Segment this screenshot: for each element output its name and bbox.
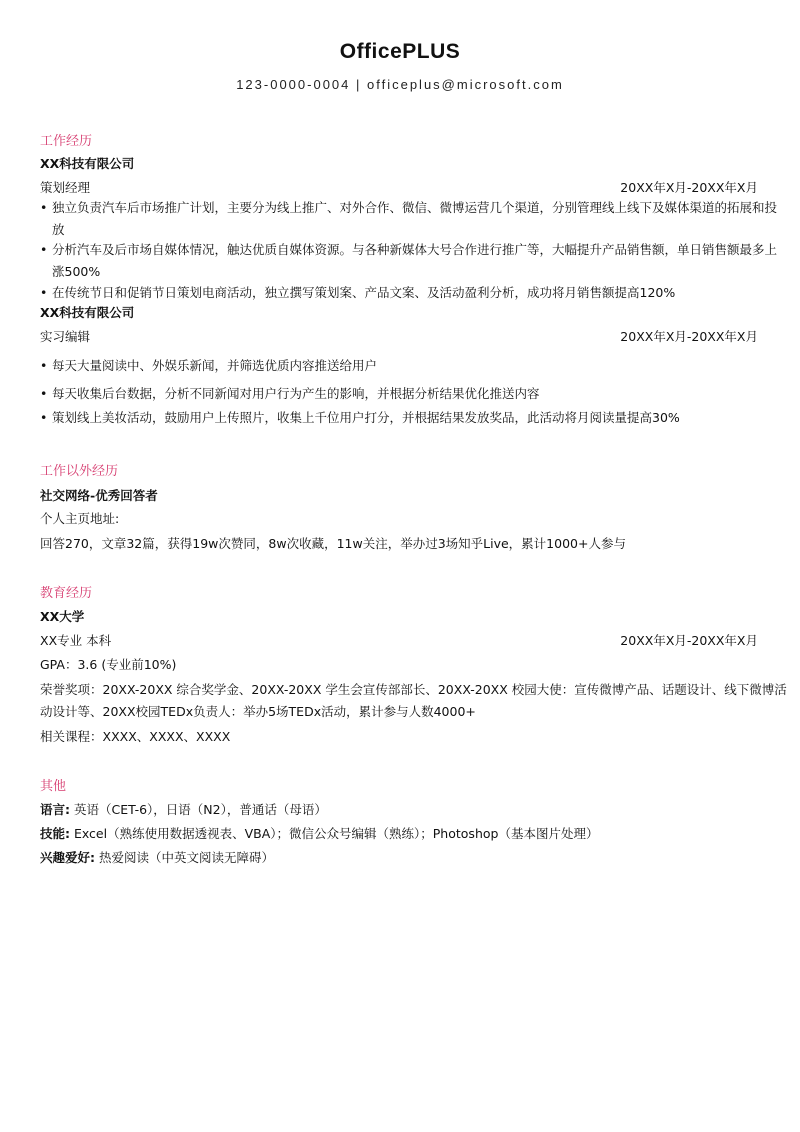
honors-line: 荣誉奖项：20XX-20XX 综合奖学金、20XX-20XX 学生会宣传部部长、20XX-20XX 校园大使：宣传微博产品、话题设计、线下微博活 [40, 682, 787, 697]
honors-line-continuation: 动设计等、20XX校园TEDx负责人：举办5场TEDx活动，累计参与人数4000+ [40, 704, 476, 719]
job-dates: 20XX年X月-20XX年X月 [620, 180, 758, 195]
skills-line [40, 824, 598, 842]
list-item-continuation: 涨500% [52, 264, 101, 279]
experience-stats: 回答270，文章32篇，获得19w次赞同，8w次收藏，11w关注，举办过3场知乎Live，累计1000+人参与 [40, 536, 626, 551]
bullet-icon: • [40, 200, 48, 215]
section-title-work: 工作经历 [40, 134, 93, 149]
section-title-misc: 其他 [40, 779, 67, 794]
contact-info: 123-0000-0004 | officeplus@microsoft.com [236, 77, 564, 92]
bullet-icon: • [40, 285, 48, 300]
job-role: 实习编辑 [40, 329, 91, 344]
experience-title: 社交网络-优秀回答者 [40, 488, 158, 503]
languages-line [40, 800, 327, 818]
bullet-icon: • [40, 386, 48, 401]
list-item: • 分析汽车及后市场自媒体情况，触达优质自媒体资源。与各种新媒体大号合作进行推广等，大幅提升产品销售额，单日销售额最多上 [40, 242, 778, 257]
company-name: XX科技有限公司 [40, 305, 135, 320]
section-title-education: 教育经历 [40, 586, 93, 601]
skills-value: Excel（熟练使用数据透视表、VBA）；微信公众号编辑（熟练）；Photoshop（基本图片处理） [73, 826, 599, 841]
skills-label: 技能: [40, 826, 70, 841]
candidate-name: OfficePLUS [339, 40, 461, 63]
bullet-icon: • [40, 410, 48, 425]
bullet-icon: • [40, 242, 48, 257]
homepage-label: 个人主页地址: [40, 511, 120, 526]
education-dates: 20XX年X月-20XX年X月 [620, 633, 758, 648]
list-item: • 在传统节日和促销节日策划电商活动，独立撰写策划案、产品文案、及活动盈利分析，成功将月销售额提高120% [40, 285, 676, 300]
list-item: • 每天大量阅读中、外娱乐新闻，并筛选优质内容推送给用户 [40, 358, 378, 373]
hobbies-value: 热爱阅读（中英文阅读无障碍） [98, 850, 274, 865]
major-degree: XX专业 本科 [40, 633, 112, 648]
section-title-other-experience: 工作以外经历 [40, 464, 119, 479]
related-courses: 相关课程：XXXX、XXXX、XXXX [40, 729, 231, 744]
job-dates: 20XX年X月-20XX年X月 [620, 329, 758, 344]
list-item: • 独立负责汽车后市场推广计划，主要分为线上推广、对外合作、微信、微博运营几个渠道，分别管理线上线下及媒体渠道的拓展和投 [40, 200, 778, 215]
bullet-icon: • [40, 358, 48, 373]
gpa: GPA：3.6 (专业前10%) [40, 657, 177, 672]
company-name: XX科技有限公司 [40, 156, 135, 171]
list-item: • 策划线上美妆活动，鼓励用户上传照片，收集上千位用户打分，并根据结果发放奖品，此活动将月阅读量提高30% [40, 410, 680, 425]
list-item: • 每天收集后台数据，分析不同新闻对用户行为产生的影响，并根据分析结果优化推送内容 [40, 386, 540, 401]
hobbies-line [40, 848, 274, 866]
list-item-continuation: 放 [52, 222, 65, 237]
languages-value: 英语（CET-6），日语（N2），普通话（母语） [73, 802, 327, 817]
hobbies-label: 兴趣爱好: [40, 850, 95, 865]
school-name: XX大学 [40, 609, 85, 624]
languages-label: 语言: [40, 802, 70, 817]
job-role: 策划经理 [40, 180, 91, 195]
